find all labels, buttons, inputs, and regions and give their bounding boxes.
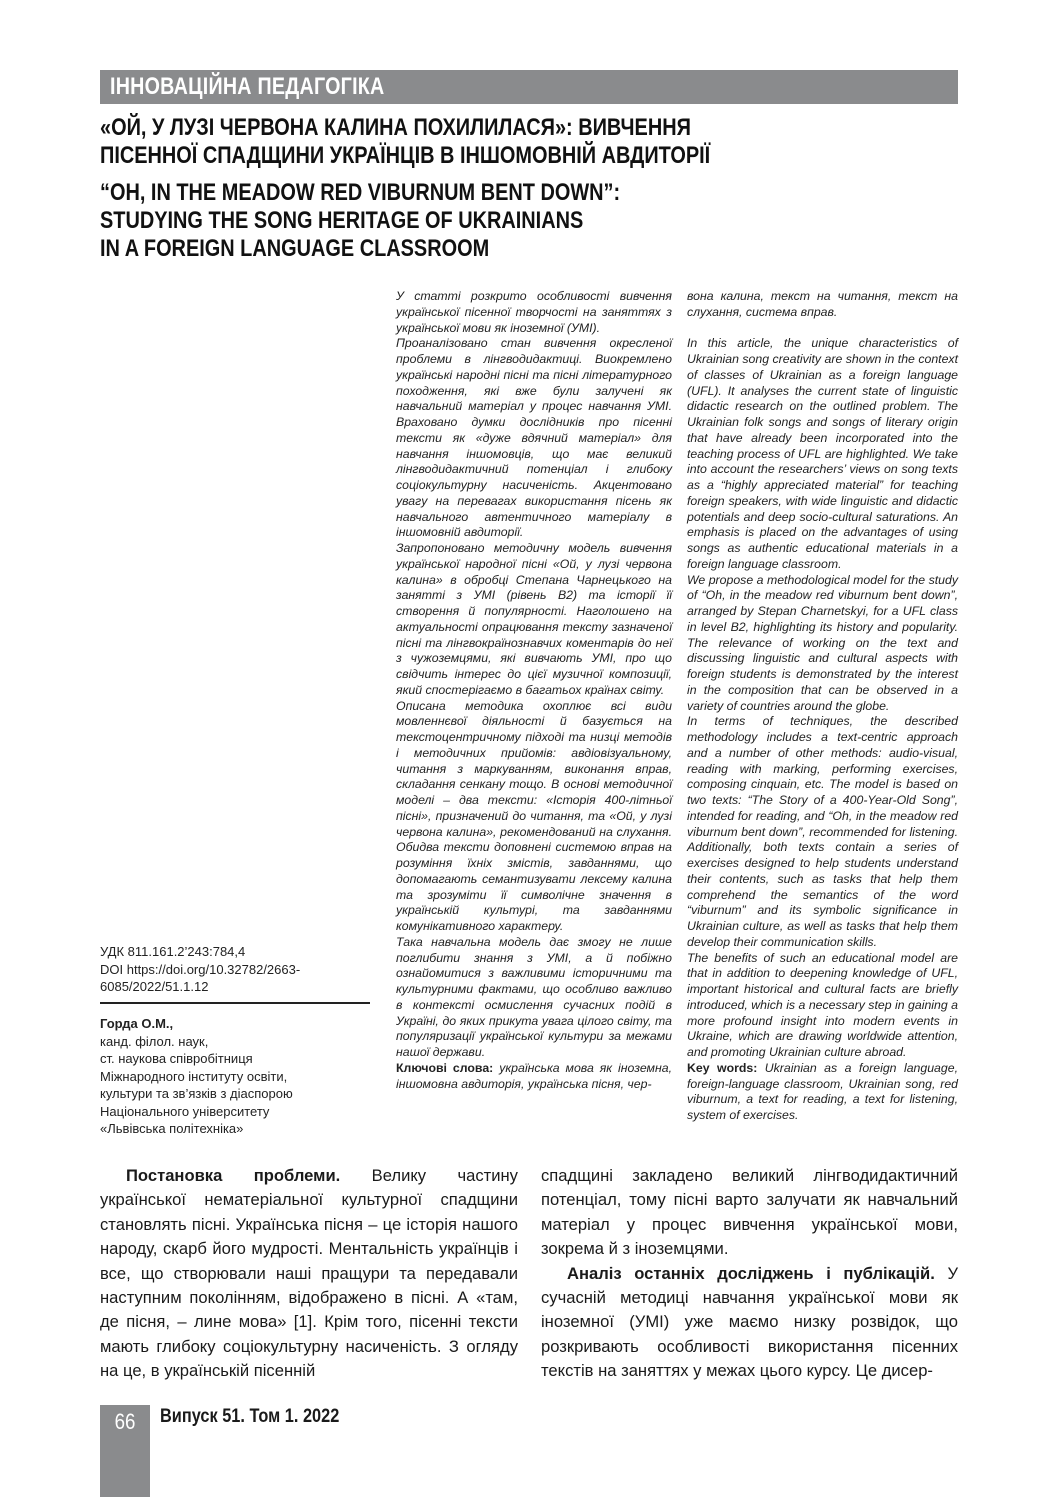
author-name: Горда О.М., [100, 1016, 174, 1031]
abstract-paragraph: Запропоновано методичну модель вивчення української народної пісні «Ой, у лузі червона калина» в обробці Степана Чарнецького на занятті з УМІ (рівень В2) та історії її створення й популярності. Наголошено на актуальності опрацювання тексту зазначеної пісні та лінгвокраїнознавчих коментарів до неї з чужоземцями, які вивчають УМІ, про що свідчить інтерес до цієї музичної композиції, який спостерігаємо в багатьох країнах світу. [396, 541, 672, 697]
article-identifiers [100, 943, 300, 996]
abstract-paragraph: Описана методика охоплює всі види мовленнєвої діяльності й базується на текстоцентричному підході та низці методів і методичних прийомів: авдіовізуальному, читання з маркуванням, виконання вправ, складання сенкану тощо. В основі методичної моделі – два тексти: «Історія 400-літньої пісні», призначений до читання, та «Ой, у лузі червона калина», рекомендований на слухання. Обидва тексти доповнені системою вправ на розуміння їхніх змістів, завданнями, що допомагають семантизувати лексему калина та зрозуміти її символічне значення в українській культурі, та завданнями комунікативного характеру. [396, 698, 672, 933]
title-line: IN A FOREIGN LANGUAGE CLASSROOM [100, 235, 490, 262]
doi-link[interactable]: DOI https://doi.org/10.32782/2663- [100, 961, 301, 977]
abstract-english [687, 289, 958, 1124]
abstract-paragraph: У статті розкрито особливості вивчення української пісенної творчості на заняттях з української мови як іноземної (УМІ). [396, 289, 672, 335]
body-column-left [100, 1164, 518, 1384]
author-position: ст. наукова співробітниця [100, 1051, 253, 1066]
body-paragraph [541, 1262, 958, 1384]
title-line: STUDYING THE SONG HERITAGE OF UKRAINIANS [100, 207, 584, 234]
abstract-paragraph: Така навчальна модель дає змогу не лише поглибити знання з УМІ, а й побіжно ознайомитися з важливими історичними та культурними фактами, що особливо важливо в контексті осмислення сучасних подій в Україні, до яких прикута увага цілого світу, та популяризації української культури за межами нашої держави. [396, 934, 672, 1059]
title-line: “OH, IN THE MEADOW RED VIBURNUM BENT DOWN”: [100, 179, 621, 206]
section-rubric: ІННОВАЦІЙНА ПЕДАГОГІКА [110, 73, 385, 100]
keywords-label: Ключові слова: [396, 1060, 494, 1075]
divider [100, 1002, 370, 1004]
author-affiliation: культури та зв’язків з діаспорою [100, 1086, 293, 1101]
author-affiliation: «Львівська політехніка» [100, 1121, 244, 1136]
title-line: «ОЙ, У ЛУЗІ ЧЕРВОНА КАЛИНА ПОХИЛИЛАСЯ»: ВИВЧЕННЯ [100, 114, 691, 141]
body-paragraph [100, 1164, 518, 1384]
keywords-label: Key words: [687, 1060, 758, 1075]
udk-code: УДК 811.161.2’243:784,4 [100, 944, 246, 959]
section-rubric-bar [100, 70, 958, 104]
keywords-text-continued: вона калина, текст на читання, текст на слухання, система вправ. [687, 289, 958, 319]
author-affiliation: Міжнародного інституту освіти, [100, 1068, 288, 1084]
abstract-ukrainian [396, 289, 672, 1092]
paragraph-text: Велику частину української нематеріальної культурної спадщини становлять пісні. Українська пісня – це історія нашого народу, скарб його мудрості. Ментальність українців і все, що створювали наші пращури та передавали наступним поколінням, відображено в пісні. А «там, де пісня, – лине мова» [1]. Крім того, пісенні тексти мають глибоку соціокультурну насиченість. З огляду на це, в українській пісенній [100, 1166, 518, 1381]
author-info [100, 1015, 293, 1138]
abstract-paragraph: We propose a methodological model for the study of “Oh, in the meadow red viburnum bent down”, arranged by Stepan Charnetskyi, for a UFL class in level B2, highlighting its history and popularity. The relevance of working on the text and discussing linguistic and cultural aspects with foreign students is demonstrated by the interest in the composition that can be observed in a variety of countries around the globe. [687, 572, 958, 713]
abstract-paragraph: In this article, the unique characteristics of Ukrainian song creativity are shown in the context of classes of Ukrainian as a foreign language (UFL). It analyses the current state of linguistic didactic research on the outlined problem. The Ukrainian folk songs and songs of literary origin that have already been incorporated into the teaching process of UFL are highlighted. We take into account the researchers’ views on song texts as a “highly appreciated material” for teaching foreign speakers, with wide linguistic and didactic potentials and deep socio-cultural saturations. An emphasis is placed on the advantages of using songs as authentic educational materials in a foreign language classroom. [687, 336, 958, 571]
title-english [100, 179, 620, 263]
page-number-box [100, 1405, 150, 1497]
body-column-right [541, 1164, 958, 1384]
paragraph-text: У сучасній методиці навчання української мови як іноземної (УМІ) уже маємо низку розвідок, що розкривають особливості використання пісенних текстів на заняттях у межах цього курсу. Це дисер- [541, 1263, 958, 1381]
title-line: ПІСЕННОЇ СПАДЩИНИ УКРАЇНЦІВ В ІНШОМОВНІЙ АВДИТОРІЇ [100, 142, 711, 169]
author-affiliation: Національного університету [100, 1103, 270, 1119]
title-ukrainian [100, 114, 710, 170]
abstract-paragraph: In terms of techniques, the described methodology includes a text-centric approach and a number of other methods: audio-visual, reading with marking, performing exercises, composing cinquain, etc. The model is based on two texts: “The Story of a 400-Year-Old Song”, intended for reading, and “Oh, in the meadow red viburnum bent down”, recommended for listening. Additionally, both texts contain a series of exercises designed to help students understand their contents, such as tasks that help them comprehend the semantics of the word “viburnum” and its symbolic significance in Ukrainian culture, as well as tasks that help them develop their communication skills. [687, 714, 958, 949]
section-heading: Постановка проблеми. [126, 1166, 341, 1185]
body-paragraph: спадщині закладено великий лінгводидактичний потенціал, тому пісні варто залучати як навчальний матеріал у процес вивчення української мови, зокрема й з іноземцями. [541, 1166, 958, 1259]
keywords-ukrainian [396, 1061, 672, 1093]
section-heading: Аналіз останніх досліджень і публікацій. [567, 1263, 935, 1283]
abstract-paragraph: Проаналізовано стан вивчення окресленої проблеми в лінгводидактиці. Виокремлено українські народні пісні та пісні літературного походження, які вже були залучені як навчальний матеріал у процес навчання УМІ. Враховано думки дослідників про пісенні тексти як «дуже вдячний матеріал» для навчання іншомовців, що має великий лінгводидактичний потенціал і глибоку соціокультурну насиченість. Акцентовано увагу на перевагах використання пісень як навчального автентичного матеріалу в іншомовній авдиторії. [396, 336, 672, 540]
abstract-paragraph: The benefits of such an educational model are that in addition to deepening knowledge of UFL, important historical and cultural facts are briefly introduced, which is a necessary step in gaining a more profound insight into modern events in Ukraine, which are drawing worldwide attention, and promoting Ukrainian culture abroad. [687, 950, 958, 1059]
issue-info: Випуск 51. Том 1. 2022 [160, 1406, 340, 1427]
author-degree: канд. філол. наук, [100, 1033, 209, 1049]
keywords-english [687, 1061, 958, 1124]
page-number: 66 [114, 1409, 136, 1434]
keywords-text: Ukrainian as a foreign language, foreign-language classroom, Ukrainian song, red viburnum, a text for reading, a text for listening, system of exercises. [687, 1060, 958, 1122]
doi-link-continued[interactable]: 6085/2022/51.1.12 [100, 979, 209, 994]
keywords-text: українська мова як іноземна, іншомовна авдиторія, українська пісня, чер- [396, 1060, 672, 1091]
